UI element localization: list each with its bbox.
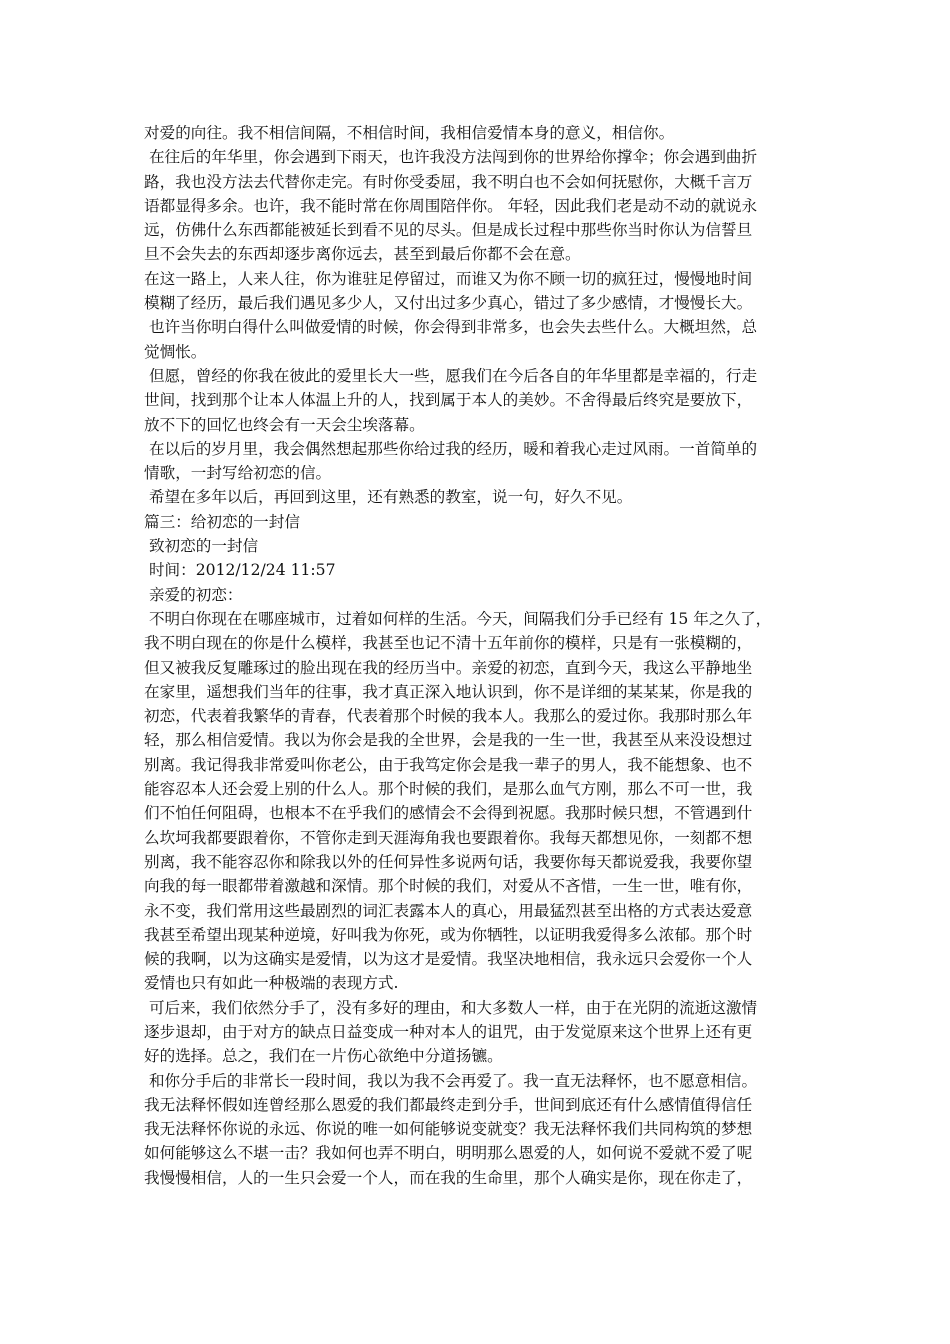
text-line: 如何能够这么不堪一击？我如何也弄不明白，明明那么恩爱的人，如何说不爱就不爱了呢 <box>144 1144 753 1163</box>
text-line: 别离，我不能容忍你和除我以外的任何异性多说两句话，我要你每天都说爱我，我要你望 <box>144 852 753 871</box>
text-line: 能容忍本人还会爱上别的什么人。那个时候的我们，是那么血气方刚，那么不可一世，我 <box>144 780 753 799</box>
text-line: 觉惆怅。 <box>144 342 207 361</box>
text-line: 也许当你明白得什么叫做爱情的时候，你会得到非常多，也会失去些什么。大概坦然，总 <box>144 318 758 337</box>
text-line: 情歌，一封写给初恋的信。 <box>144 464 332 483</box>
text-line: 可后来，我们依然分手了，没有多好的理由，和大多数人一样，由于在光阴的流逝这激情 <box>144 998 758 1017</box>
text-line: 我无法释怀你说的永远、你说的唯一如何能够说变就变？我无法释怀我们共同构筑的梦想 <box>144 1120 753 1139</box>
text-line: 么坎坷我都要跟着你，不管你走到天涯海角我也要跟着你。我每天都想见你，一刻都不想 <box>144 828 753 847</box>
text-line: 致初恋的一封信 <box>144 537 259 556</box>
text-line: 在以后的岁月里，我会偶然想起那些你给过我的经历，暖和着我心走过风雨。一首简单的 <box>144 439 758 458</box>
text-line: 不明白你现在在哪座城市，过着如何样的生活。今天，间隔我们分手已经有 15 年之久了， <box>144 609 772 628</box>
text-line: 在家里，遥想我们当年的往事，我才真正深入地认识到，你不是详细的某某某，你是我的 <box>144 682 753 701</box>
text-line: 我甚至希望出现某种逆境，好叫我为你死，或为你牺牲，以证明我爱得多么浓郁。那个时 <box>144 925 753 944</box>
text-line: 我无法释怀假如连曾经那么恩爱的我们都最终走到分手，世间到底还有什么感情值得信任 <box>144 1095 753 1114</box>
text-line: 爱情也只有如此一种极端的表现方式. <box>144 974 399 993</box>
text-line: 我不明白现在的你是什么模样，我甚至也记不清十五年前你的模样，只是有一张模糊的， <box>144 634 753 653</box>
text-line: 世间，找到那个让本人体温上升的人，找到属于本人的美妙。不舍得最后终究是要放下， <box>144 391 753 410</box>
text-line: 远，仿佛什么东西都能被延长到看不见的尽头。但是成长过程中那些你当时你认为信誓旦 <box>144 221 753 240</box>
text-line: 永不变，我们常用这些最剧烈的词汇表露本人的真心，用最猛烈甚至出格的方式表达爱意 <box>144 901 753 920</box>
text-line: 亲爱的初恋： <box>144 585 243 604</box>
text-line: 好的选择。总之，我们在一片伤心欲绝中分道扬镳。 <box>144 1047 503 1066</box>
text-line: 在这一路上，人来人往，你为谁驻足停留过，而谁又为你不顾一切的疯狂过，慢慢地时间 <box>144 269 753 288</box>
text-line: 时间：2012/12/24 11:57 <box>144 561 336 580</box>
text-line: 旦不会失去的东西却逐步离你远去，甚至到最后你都不会在意。 <box>144 245 581 264</box>
text-line: 别离。我记得我非常爱叫你老公，由于我笃定你会是我一辈子的男人，我不能想象、也不 <box>144 755 753 774</box>
text-line: 但又被我反复雕琢过的脸出现在我的经历当中。亲爱的初恋，直到今天，我这么平静地坐 <box>144 658 753 677</box>
text-line: 在往后的年华里，你会遇到下雨天，也许我没方法闯到你的世界给你撑伞；你会遇到曲折 <box>144 148 758 167</box>
text-line: 逐步退却，由于对方的缺点日益变成一种对本人的诅咒，由于发觉原来这个世界上还有更 <box>144 1022 753 1041</box>
text-line: 但愿，曾经的你我在彼此的爱里长大一些，愿我们在今后各自的年华里都是幸福的，行走 <box>144 366 758 385</box>
text-line: 初恋，代表着我繁华的青春，代表着那个时候的我本人。我那么的爱过你。我那时那么年 <box>144 707 753 726</box>
text-line: 篇三：给初恋的一封信 <box>144 512 300 531</box>
text-line: 轻，那么相信爱情。我以为你会是我的全世界，会是我的一生一世，我甚至从来没设想过 <box>144 731 753 750</box>
text-line: 模糊了经历，最后我们遇见多少人，又付出过多少真心，错过了多少感情，才慢慢长大。 <box>144 294 753 313</box>
text-line: 路，我也没方法去代替你走完。有时你受委屈，我不明白也不会如何抚慰你，大概千言万 <box>144 172 753 191</box>
text-line: 向我的每一眼都带着激越和深情。那个时候的我们，对爱从不吝惜，一生一世，唯有你， <box>144 877 753 896</box>
text-line: 和你分手后的非常长一段时间，我以为我不会再爱了。我一直无法释怀，也不愿意相信。 <box>144 1071 758 1090</box>
text-line: 语都显得多余。也许，我不能时常在你周围陪伴你。 年轻，因此我们老是动不动的就说永 <box>144 196 758 215</box>
text-line: 候的我啊，以为这确实是爱情，以为这才是爱情。我坚决地相信，我永远只会爱你一个人 <box>144 950 753 969</box>
text-line: 对爱的向往。我不相信间隔，不相信时间，我相信爱情本身的意义，相信你。 <box>144 124 675 142</box>
document-body <box>144 121 824 1190</box>
text-line: 放不下的回忆也终会有一天会尘埃落幕。 <box>144 415 425 434</box>
text-line: 们不怕任何阻碍，也根本不在乎我们的感情会不会得到祝愿。我那时候只想，不管遇到什 <box>144 804 753 823</box>
text-line: 希望在多年以后，再回到这里，还有熟悉的教室，说一句，好久不见。 <box>144 488 633 507</box>
text-line: 我慢慢相信，人的一生只会爱一个人，而在我的生命里，那个人确实是你，现在你走了， <box>144 1168 753 1187</box>
